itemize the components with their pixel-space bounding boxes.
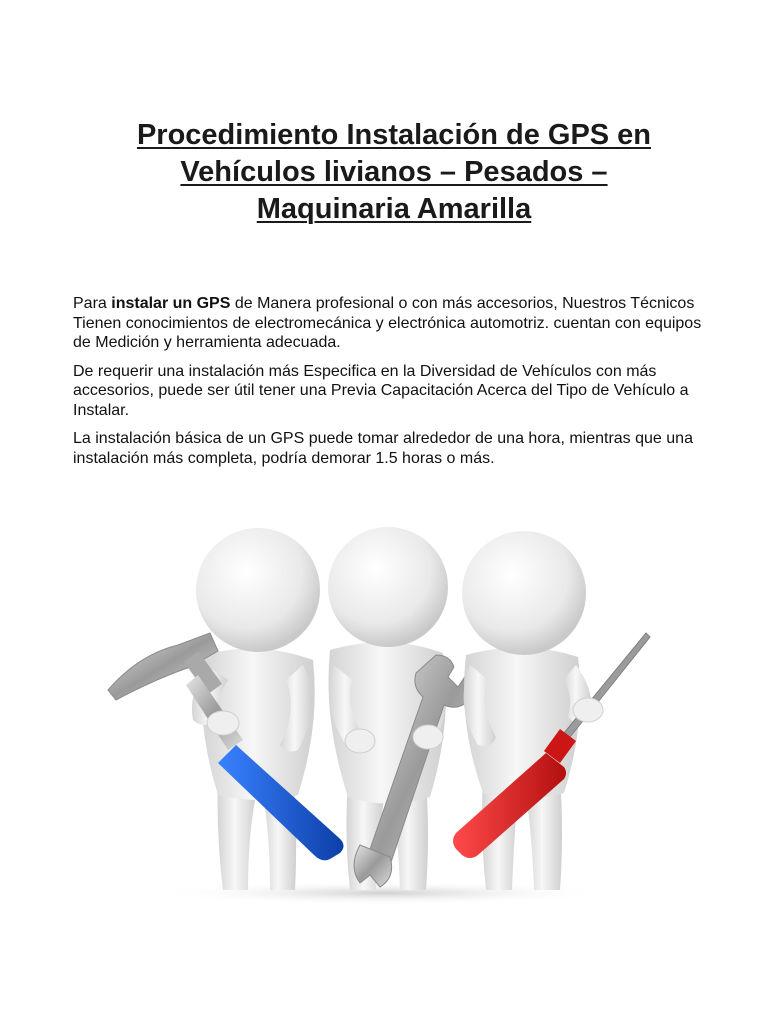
document-title: [60, 117, 728, 228]
paragraph-1: [73, 294, 713, 353]
technicians-illustration: [98, 505, 668, 905]
title-line-3: Maquinaria Amarilla: [256, 193, 532, 225]
title-line-1: Procedimiento Instalación de GPS en: [136, 119, 652, 151]
paragraph-1-suffix: de Manera profesional o con más accesorios, Nuestros Técnicos Tienen conocimientos de electromecánica y electrónica automotriz. cuentan con equipos de Medición y herramienta adecuada.: [73, 295, 702, 351]
paragraph-2: De requerir una instalación más Especifica en la Diversidad de Vehículos con más accesorios, puede ser útil tener una Previa Capacitación Acerca del Tipo de Vehículo a Instalar.: [73, 362, 689, 419]
paragraph-1-bold: instalar un GPS: [111, 295, 231, 312]
document-body: [73, 294, 713, 477]
paragraph-1-prefix: Para: [73, 295, 112, 312]
title-line-2: Vehículos livianos – Pesados –: [180, 156, 608, 188]
paragraph-3: La instalación básica de un GPS puede tomar alrededor de una hora, mientras que una instalación más completa, podría demorar 1.5 horas o más.: [73, 430, 693, 467]
